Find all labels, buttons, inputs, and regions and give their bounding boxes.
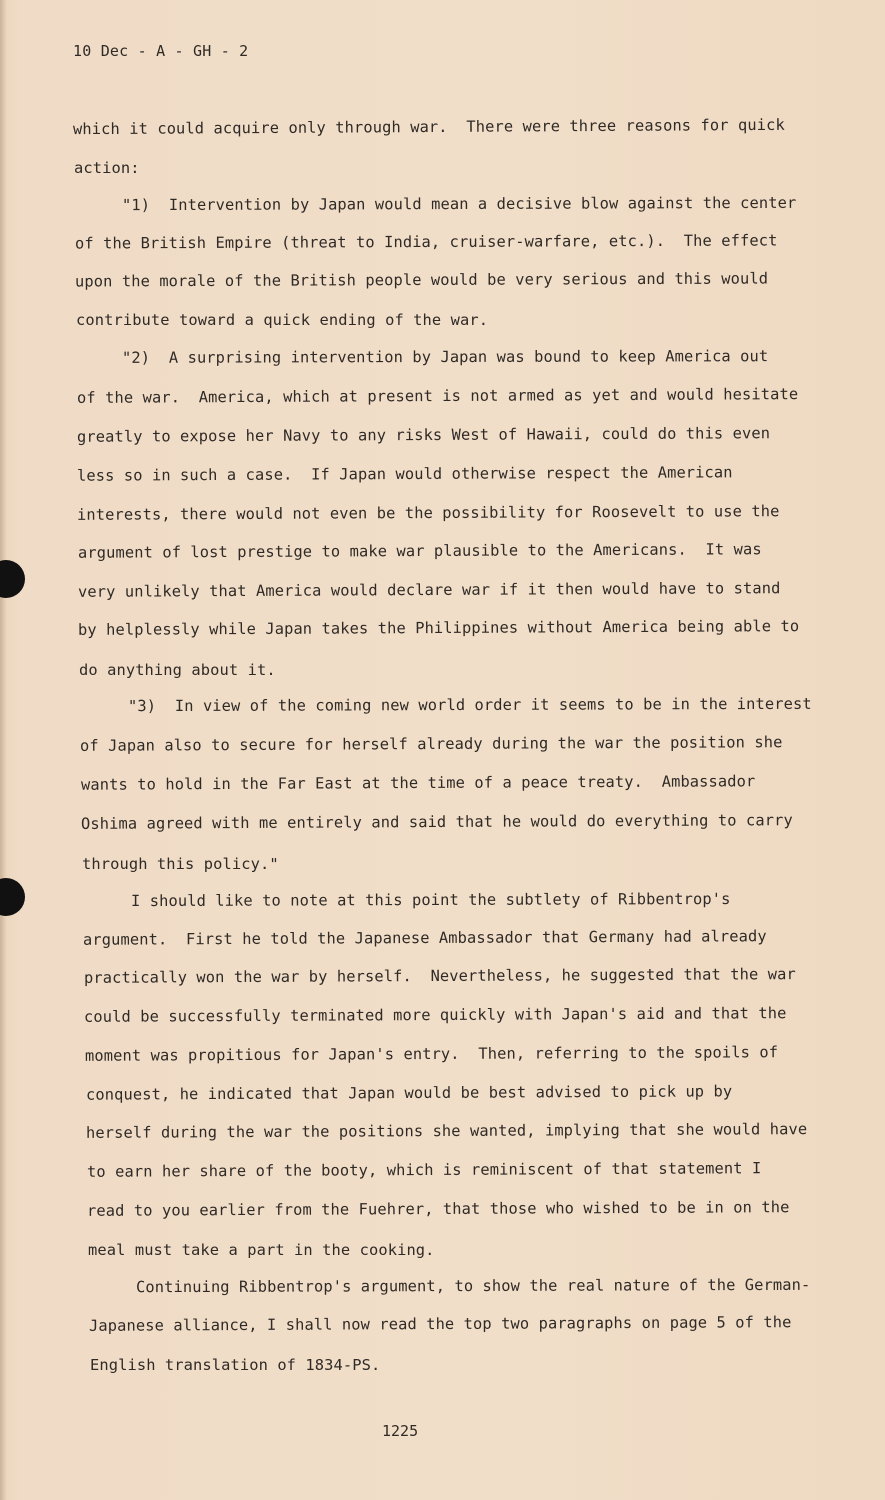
page-header: 10 Dec - A - GH - 2	[73, 42, 249, 60]
page-number: 1225	[382, 1422, 419, 1440]
text-line: argument of lost prestige to make war plausible to the Americans. It was	[77, 540, 762, 562]
text-line: "2) A surprising intervention by Japan was bound to keep America out	[121, 347, 769, 367]
text-line: meal must take a part in the cooking.	[88, 1241, 435, 1259]
text-line: could be successfully terminated more quickly with Japan's aid and that the	[83, 1004, 787, 1026]
text-line: read to you earlier from the Fuehrer, that those who wished to be in on the	[86, 1198, 790, 1220]
text-line: "3) In view of the coming new world order it seems to be in the interest	[127, 694, 812, 716]
text-line: of the war. America, which at present is not armed as yet and would hesitate	[76, 385, 799, 407]
text-line: very unlikely that America would declare war if it then would have to stand	[77, 579, 781, 601]
text-line: of the British Empire (threat to India, cruiser-warfare, etc.). The effect	[74, 231, 778, 253]
text-line: conquest, he indicated that Japan would be best advised to pick up by	[85, 1082, 733, 1104]
text-line: I should like to note at this point the subtlety of Ribbentrop's	[130, 889, 731, 911]
text-line: through this policy."	[82, 855, 279, 873]
text-line: Japanese alliance, I shall now read the top two paragraphs on page 5 of the	[88, 1313, 792, 1335]
text-line: upon the morale of the British people would be very serious and this would	[74, 269, 769, 291]
text-line: less so in such a case. If Japan would otherwise respect the American	[76, 463, 733, 485]
text-line: which it could acquire only through war. There were three reasons for quick	[72, 115, 785, 139]
text-line: Oshima agreed with me entirely and said that he would do everything to carry	[80, 811, 793, 833]
text-line: moment was propitious for Japan's entry. Then, referring to the spoils of	[84, 1043, 779, 1065]
text-line: by helplessly while Japan takes the Philippines without America being able to	[77, 617, 800, 639]
text-line: action:	[74, 159, 140, 177]
text-line: of Japan also to secure for herself already during the war the position she	[79, 733, 783, 755]
punch-hole-bottom	[0, 878, 25, 916]
paper-edge	[0, 0, 6, 1500]
text-line: "1) Intervention by Japan would mean a decisive blow against the center	[121, 193, 797, 215]
text-line: herself during the war the positions she wanted, implying that she would have	[85, 1120, 808, 1142]
text-line: practically won the war by herself. Nevertheless, he suggested that the war	[83, 965, 796, 987]
text-line: wants to hold in the Far East at the time of a peace treaty. Ambassador	[80, 772, 756, 794]
text-line: English translation of 1834-PS.	[90, 1356, 381, 1374]
text-line: to earn her share of the booty, which is reminiscent of that statement I	[86, 1159, 762, 1181]
text-line: argument. First he told the Japanese Ambassador that Germany had already	[82, 927, 767, 949]
text-line: interests, there would not even be the possibility for Roosevelt to use the	[76, 502, 780, 524]
punch-hole-top	[0, 560, 25, 598]
text-line: Continuing Ribbentrop's argument, to show the real nature of the German-	[135, 1275, 811, 1297]
text-line: greatly to expose her Navy to any risks West of Hawaii, could do this even	[76, 424, 771, 446]
text-line: contribute toward a quick ending of the war.	[76, 311, 489, 329]
text-line: do anything about it.	[79, 661, 276, 679]
